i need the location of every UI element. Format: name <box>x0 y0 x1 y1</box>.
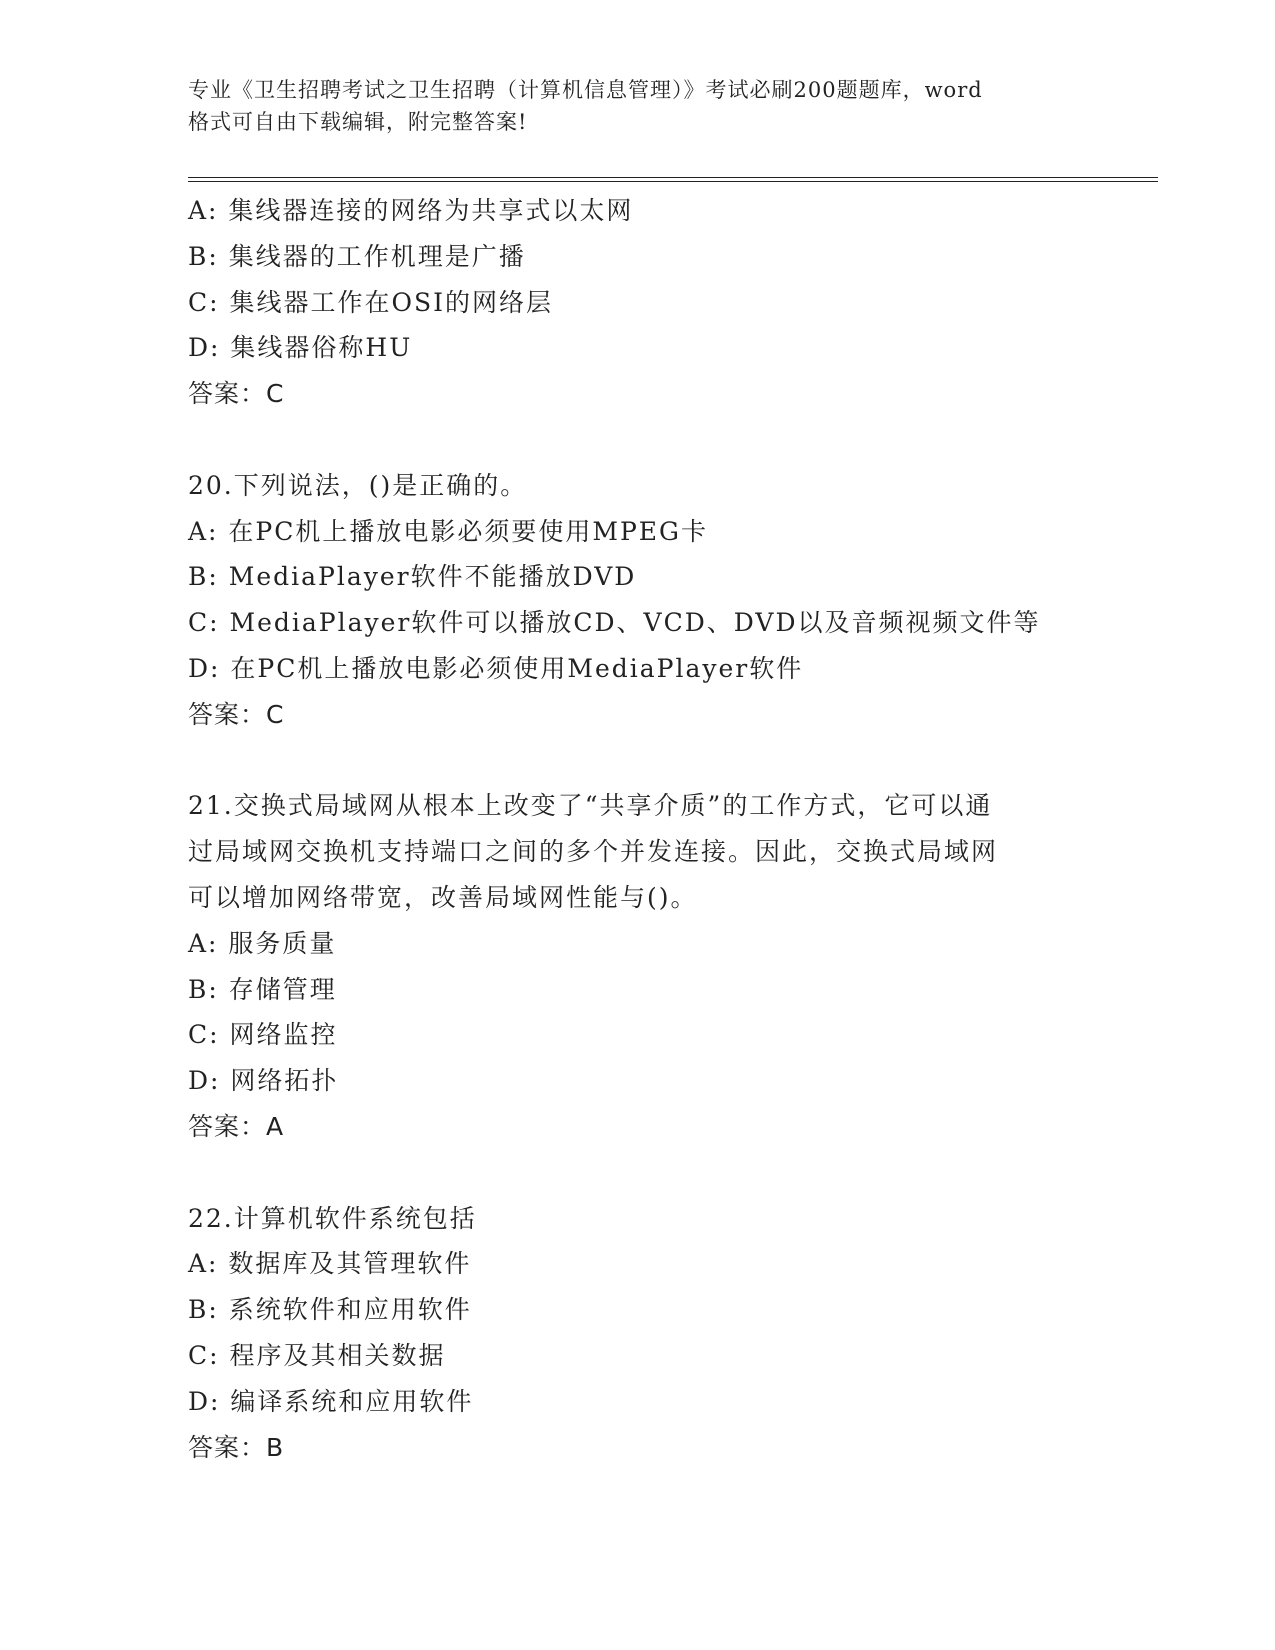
option-d: D: 集线器俗称HU <box>188 333 413 363</box>
option-d: D: 编译系统和应用软件 <box>188 1386 474 1416</box>
question-gap <box>188 1150 1148 1196</box>
option-b: B: MediaPlayer软件不能播放DVD <box>188 562 637 592</box>
question-21 <box>188 783 1148 1149</box>
option-b: B: 存储管理 <box>188 974 337 1004</box>
option-c: C: 网络监控 <box>188 1020 338 1050</box>
answer-line: 答案：C <box>188 699 285 729</box>
option-d: D: 在PC机上播放电影必须使用MediaPlayer软件 <box>188 653 804 683</box>
option-a: A: 数据库及其管理软件 <box>188 1249 472 1279</box>
document-header <box>188 74 1098 138</box>
answer-line: 答案：A <box>188 1111 285 1141</box>
option-c: C: 集线器工作在OSI的网络层 <box>188 287 553 317</box>
answer-line: 答案：C <box>188 379 285 409</box>
header-line-2: 格式可自由下载编辑，附完整答案! <box>188 110 528 134</box>
question-19 <box>188 188 1148 417</box>
question-stem: 20.下列说法，()是正确的。 <box>188 470 528 500</box>
question-stem-line-3: 可以增加网络带宽，改善局域网性能与()。 <box>188 882 698 912</box>
option-a: A: 集线器连接的网络为共享式以太网 <box>188 196 634 225</box>
question-list <box>188 188 1148 1470</box>
question-22 <box>188 1196 1148 1471</box>
header-rule-top <box>188 177 1158 178</box>
header-rule-bottom <box>188 181 1158 182</box>
answer-line: 答案：B <box>188 1432 285 1462</box>
option-b: B: 系统软件和应用软件 <box>188 1295 472 1325</box>
question-gap <box>188 738 1148 784</box>
question-stem-line-1: 21.交换式局域网从根本上改变了“共享介质”的工作方式，它可以通 <box>188 791 993 821</box>
option-c: C: MediaPlayer软件可以播放CD、VCD、DVD以及音频视频文件等 <box>188 608 1041 638</box>
option-d: D: 网络拓扑 <box>188 1066 339 1096</box>
question-stem: 22.计算机软件系统包括 <box>188 1203 477 1233</box>
question-stem-line-2: 过局域网交换机支持端口之间的多个并发连接。因此，交换式局域网 <box>188 837 999 867</box>
option-a: A: 服务质量 <box>188 928 337 958</box>
question-gap <box>188 417 1148 463</box>
header-line-1: 专业《卫生招聘考试之卫生招聘（计算机信息管理）》考试必刷200题题库，word <box>188 78 983 102</box>
option-b: B: 集线器的工作机理是广播 <box>188 241 526 271</box>
option-a: A: 在PC机上播放电影必须要使用MPEG卡 <box>188 516 709 546</box>
question-20 <box>188 463 1148 738</box>
option-c: C: 程序及其相关数据 <box>188 1340 446 1370</box>
